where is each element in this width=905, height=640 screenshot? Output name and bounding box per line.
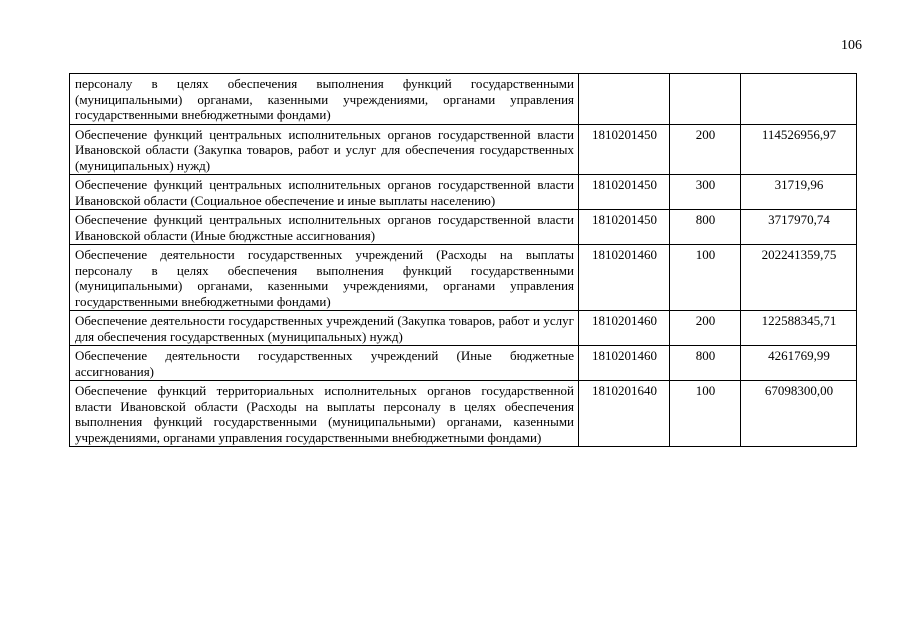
expense-type-code: 100 <box>670 245 741 311</box>
target-article-code <box>579 74 670 125</box>
amount <box>741 74 857 125</box>
amount: 4261769,99 <box>741 346 857 381</box>
table-row <box>70 311 857 346</box>
expense-type-code: 200 <box>670 311 741 346</box>
expense-type-code: 800 <box>670 346 741 381</box>
table-row <box>70 210 857 245</box>
page-number: 106 <box>841 38 862 53</box>
expense-type-code: 800 <box>670 210 741 245</box>
expense-description: Обеспечение деятельности государственных учреждений (Расходы на выплаты персоналу в целях обеспечения выполнения функций государственными (муниципальными) органами, казенными учреждениями, органами управления государственными внебюджетными фондами) <box>70 245 579 311</box>
table-row <box>70 245 857 311</box>
target-article-code: 1810201460 <box>579 245 670 311</box>
expense-type-code: 300 <box>670 175 741 210</box>
amount: 3717970,74 <box>741 210 857 245</box>
target-article-code: 1810201460 <box>579 311 670 346</box>
target-article-code: 1810201450 <box>579 210 670 245</box>
expense-description: персоналу в целях обеспечения выполнения функций государственными (муниципальными) органами, казенными учреждениями, органами управления государственными внебюджетными фондами) <box>70 74 579 125</box>
amount: 67098300,00 <box>741 381 857 447</box>
target-article-code: 1810201460 <box>579 346 670 381</box>
budget-table <box>69 73 857 447</box>
target-article-code: 1810201450 <box>579 175 670 210</box>
expense-description: Обеспечение деятельности государственных учреждений (Иные бюджетные ассигнования) <box>70 346 579 381</box>
target-article-code: 1810201450 <box>579 124 670 175</box>
expense-description: Обеспечение функций центральных исполнительных органов государственной власти Ивановской области (Социальное обеспечение и иные выплаты населению) <box>70 175 579 210</box>
table-row <box>70 175 857 210</box>
table-row <box>70 346 857 381</box>
table-row <box>70 124 857 175</box>
amount: 122588345,71 <box>741 311 857 346</box>
expense-description: Обеспечение функций центральных исполнительных органов государственной власти Ивановской области (Иные бюджстные ассигнования) <box>70 210 579 245</box>
table-row <box>70 74 857 125</box>
expense-description: Обеспечение деятельности государственных учреждений (Закупка товаров, работ и услуг для обеспечения государственных (муниципальных) нужд) <box>70 311 579 346</box>
amount: 114526956,97 <box>741 124 857 175</box>
expense-type-code <box>670 74 741 125</box>
table-row <box>70 381 857 447</box>
expense-description: Обеспечение функций территориальных исполнительных органов государственной власти Ивановской области (Расходы на выплаты персоналу в целях обеспечения выполнения функций государственными (муниципальными) органами, казенными учреждениями, органами управления государственными внебюджетными фондами) <box>70 381 579 447</box>
amount: 31719,96 <box>741 175 857 210</box>
expense-type-code: 100 <box>670 381 741 447</box>
expense-description: Обеспечение функций центральных исполнительных органов государственной власти Ивановской области (Закупка товаров, работ и услуг для обеспечения государственных (муниципальных) нужд) <box>70 124 579 175</box>
expense-type-code: 200 <box>670 124 741 175</box>
amount: 202241359,75 <box>741 245 857 311</box>
target-article-code: 1810201640 <box>579 381 670 447</box>
